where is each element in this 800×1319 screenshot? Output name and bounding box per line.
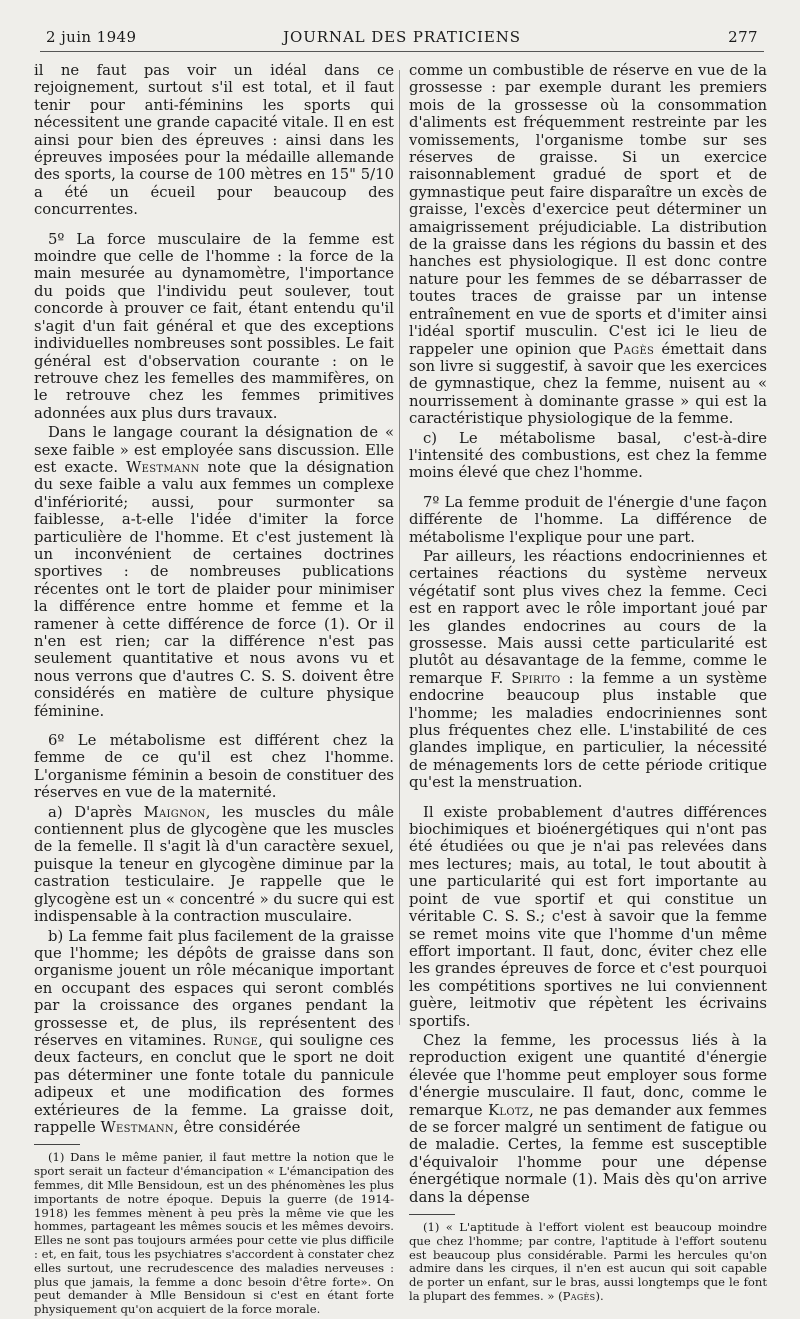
paragraph	[34, 928, 394, 1137]
text-run: , ne pas demander aux femmes de se forcer malgré un sentiment de fatigue ou de maladie. Certes, la femme est susceptible d'équivaloir l'homme pour une dépense énergétique normale (1). Mais dès qu'on arrive dans la dépense	[409, 1101, 768, 1206]
column-divider	[399, 70, 400, 1025]
page-header	[46, 28, 758, 50]
header-rule	[40, 51, 764, 52]
author-name: Westmann	[126, 458, 200, 476]
author-name: Pagès	[562, 1288, 596, 1303]
footnote: (1) Dans le même panier, il faut mettre la notion que le sport serait un facteur d'émancipation « L'émancipation des femmes, dit Mlle Bensidoun, est un des phénomènes les plus importants de notre époque. Depuis la guerre (de 1914-1918) les femmes mènent à peu près la même vie que les hommes, partageant les mêmes soucis et les mêmes devoirs. Elles ne sont pas toujours armées pour cette vie plus difficile : et, en fait, tous les psychiatres s'accordent à constater chez elles surtout, une recrudescence des maladies nerveuses : plus que jamais, la femme a donc besoin d'être forte». On peut demander à Mlle Bensidoun si c'est en étant forte physiquement qu'on acquiert de la force morale.	[34, 1150, 394, 1317]
text-run: , être considérée	[173, 1118, 301, 1136]
author-name: Westmann	[100, 1118, 174, 1136]
text-run: Dans le langage courant la désignation de « sexe faible » est employée sans discussion. Elle est exacte.	[34, 424, 394, 476]
journal-title: JOURNAL DES PRATICIENS	[283, 28, 521, 46]
paragraph	[409, 62, 767, 428]
text-run: comme un combustible de réserve en vue de la grossesse : par exemple durant les premiers mois de la grossesse où la consommation d'aliments est fréquemment restreinte par les vomissements, l'organisme tombe sur ses réserves de graisse. Si un exercice raisonnablement gradué de sport et de gymnastique peut faire disparaître un excès de graisse, l'excès d'exercice peut déterminer un amaigrissement préjudiciable. La distribution de la graisse dans les régions du bassin et des hanches est physiologique. Il est donc contre nature pour les femmes de se débarrasser de toutes traces de graisse par un intense entraînement en vue de sports et d'imiter ainsi l'idéal sportif musculin. C'est ici le lieu de rappeler une opinion que	[409, 62, 767, 358]
paragraph: 7º La femme produit de l'énergie d'une façon différente de l'homme. La différence de métabolisme l'explique pour une part.	[409, 493, 767, 546]
author-name: Pagès	[613, 340, 655, 358]
text-run: : la femme a un système endocrine beaucoup plus instable que l'homme; les maladies endocriniennes sont plus fréquentes chez elle. L'instabilité de ces glandes implique, en particulier, la nécessité de ménagements lors de cette période critique qu'est la menstruation.	[409, 669, 768, 792]
paragraph	[34, 804, 394, 926]
text-run: , les muscles du mâle contiennent plus de glycogène que les muscles de la femelle. Il s'agit là d'un caractère sexuel, puisque la teneur en glycogène diminue par la castration testiculaire. Je rappelle que le glycogène est un « concentré » du sucre qui est indispensable à la contraction musculaire.	[34, 803, 394, 926]
author-name: Spirito	[511, 669, 561, 687]
text-run: , qui souligne ces deux facteurs, en conclut que le sport ne doit pas déterminer une fonte totale du pannicule adipeux et une modification des formes extérieures de la femme. La graisse doit, rappelle	[34, 1031, 394, 1136]
page-number: 277	[728, 28, 758, 46]
text-run: a) D'après	[48, 803, 144, 821]
text-run: ).	[595, 1288, 604, 1303]
author-name: Runge	[213, 1031, 259, 1049]
paragraph: 5º La force musculaire de la femme est moindre que celle de l'homme : la force de la main mesurée au dynamomètre, l'importance du poids que l'individu peut soulever, tout concorde à prouver ce fait, étant entendu qu'il s'agit d'un fait général et que des exceptions individuelles nombreuses sont possibles. Le fait général est d'observation courante : on le retrouve chez les femelles des mammifères, on le retrouve chez les femmes primitives adonnées aux plus durs travaux.	[34, 230, 394, 422]
text-run: b) La femme fait plus facilement de la graisse que l'homme; les dépôts de graisse dans son organisme jouent un rôle mécanique important en occupant des espaces qui seront comblés par la croissance des organes pendant la grossesse et, de plus, ils représentent des réserves en vitamines.	[34, 927, 394, 1049]
paragraph	[409, 548, 767, 792]
text-run: Par ailleurs, les réactions endocriniennes et certaines réactions du système nerveux végétatif sont plus vives chez la femme. Ceci est en rapport avec le rôle important joué par les glandes endocrines au cours de la grossesse. Mais aussi cette particularité est plutôt au désavantage de la femme, comme le remarque F.	[409, 547, 767, 687]
paragraph: il ne faut pas voir un idéal dans ce rejoignement, surtout s'il est total, et il faut tenir pour anti-féminins les sports qui nécessitent une grande capacité vitale. Il en est ainsi pour bien des épreuves : ainsi dans les épreuves imposées pour la médaille allemande des sports, la course de 100 mètres en 15" 5/10 a été un écueil pour beaucoup des concurrentes.	[34, 62, 394, 219]
text-run: (1) « L'aptitude à l'effort violent est beaucoup moindre que chez l'homme; par contre, l'aptitude à l'effort soutenu est beaucoup plus considérable. Parmi les hercules qu'on admire dans les cirques, il n'en est aucun qui soit capable de porter un enfant, sur le bras, aussi longtemps que le font la plupart des femmes. » (	[409, 1220, 767, 1303]
text-run: note que la désignation du sexe faible a valu aux femmes un complexe d'infériorité; aussi, pour surmonter sa faiblesse, a-t-elle l'idée d'imiter la force particulière de l'homme. Et c'est justement là un inconvénient de certaines doctrines sportives : de nombreuses publications récentes ont le tort de plaider pour minimiser la différence entre homme et femme et la ramener à cette différence de force (1). Or il n'en est rien; car la différence n'est pas seulement quantitative et nous avons vu et nous verrons que d'autres C. S. S. doivent être considérés en matière de culture physique féminine.	[34, 458, 395, 720]
footnote-separator	[409, 1214, 455, 1215]
footnote	[409, 1221, 767, 1304]
paragraph: c) Le métabolisme basal, c'est-à-dire l'intensité des combustions, est chez la femme moins élevé que chez l'homme.	[409, 429, 767, 482]
right-column	[409, 62, 767, 1306]
author-name: Maignon	[143, 803, 206, 821]
paragraph: 6º Le métabolisme est différent chez la femme de ce qu'il est chez l'homme. L'organisme féminin a besoin de constituer des réserves en vue de la maternité.	[34, 732, 394, 802]
paragraph: Il existe probablement d'autres différences biochimiques et bioénergétiques qui n'ont pas été étudiées ou que je n'ai pas relevées dans mes lectures; mais, au total, le tout aboutit à une particularité qui est fort importante au point de vue sportif et qui constitue un véritable C. S. S.; c'est à savoir que la femme se remet moins vite que l'homme d'un même effort important. Il faut, donc, éviter chez elle les grandes épreuves de force et c'est pourquoi les compétitions sportives ne lui conviennent guère, leitmotiv que répètent les écrivains sportifs.	[409, 803, 767, 1030]
footnote-separator	[34, 1144, 80, 1145]
text-run: Chez la femme, les processus liés à la reproduction exigent une quantité d'énergie élevée que l'homme peut employer sous forme d'énergie musculaire. Il faut, donc, comme le remarque	[409, 1031, 767, 1119]
left-column	[34, 62, 394, 1319]
paragraph	[34, 424, 394, 720]
paragraph	[409, 1032, 767, 1206]
author-name: Klotz	[488, 1101, 530, 1119]
text-run: émettait dans son livre si suggestif, à savoir que les exercices de gymnastique, chez la femme, nuisent au « nourrissement à dominante grasse » qui est la caractéristique physiologique de la femme.	[409, 340, 767, 428]
header-date: 2 juin 1949	[46, 28, 137, 46]
